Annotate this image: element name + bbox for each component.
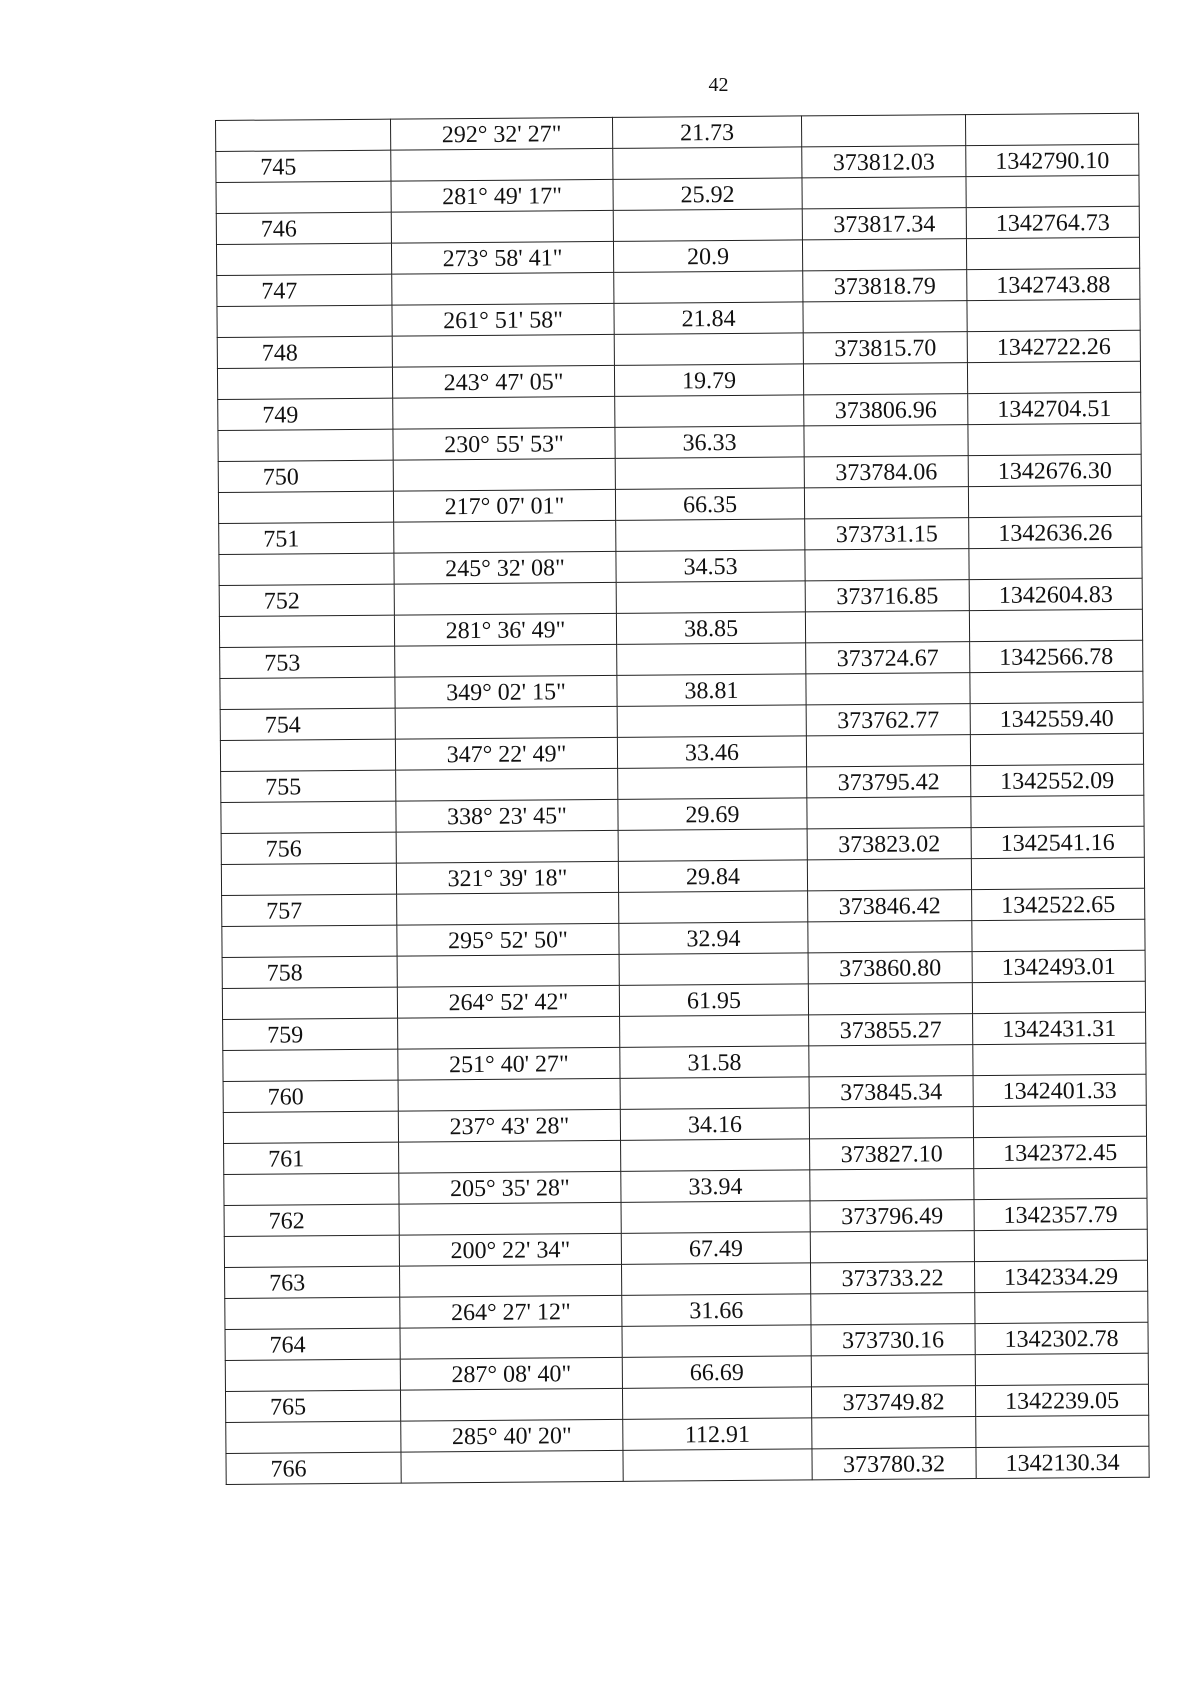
northing-cell: 373818.79 (803, 270, 967, 302)
easting-cell: 1342722.26 (967, 330, 1140, 362)
distance-cell-empty (622, 1263, 811, 1295)
station-id-cell: 751 (219, 522, 394, 554)
bearing-cell-empty (398, 1016, 620, 1049)
northing-cell: 373817.34 (802, 208, 966, 240)
bearing-cell-empty (395, 706, 617, 739)
northing-cell: 373784.06 (804, 456, 968, 488)
bearing-cell-empty (399, 1202, 621, 1235)
northing-cell-empty (802, 177, 966, 209)
station-id-cell: 757 (222, 894, 397, 926)
distance-cell: 33.46 (617, 736, 806, 768)
easting-cell: 1342541.16 (971, 826, 1144, 858)
easting-cell: 1342401.33 (973, 1074, 1146, 1106)
easting-cell: 1342522.65 (972, 888, 1145, 920)
station-id-cell: 755 (221, 770, 396, 802)
easting-cell-empty (972, 981, 1145, 1013)
bearing-cell: 295° 52' 50" (397, 923, 619, 956)
distance-cell: 29.84 (618, 860, 807, 892)
station-cell-empty (223, 1049, 398, 1081)
easting-cell: 1342764.73 (966, 206, 1139, 238)
station-id-cell: 748 (217, 336, 392, 368)
easting-cell-empty (973, 1105, 1146, 1137)
easting-cell-empty (972, 919, 1145, 951)
easting-cell-empty (965, 113, 1138, 145)
distance-cell-empty (623, 1449, 812, 1481)
bearing-cell: 292° 32' 27" (390, 117, 612, 150)
easting-cell-empty (966, 237, 1139, 269)
northing-cell-empty (802, 239, 966, 271)
station-cell-empty (225, 1297, 400, 1329)
distance-cell: 112.91 (623, 1418, 812, 1450)
northing-cell-empty (809, 1107, 973, 1139)
bearing-cell-empty (394, 582, 616, 615)
easting-cell: 1342790.10 (966, 144, 1139, 176)
northing-cell: 373855.27 (809, 1014, 973, 1046)
distance-cell-empty (616, 581, 805, 613)
easting-cell-empty (974, 1167, 1147, 1199)
bearing-cell-empty (391, 210, 613, 243)
easting-cell: 1342704.51 (968, 392, 1141, 424)
station-id-cell: 766 (226, 1452, 401, 1484)
page-number: 42 (708, 74, 729, 96)
easting-cell: 1342493.01 (972, 950, 1145, 982)
northing-cell: 373730.16 (811, 1324, 975, 1356)
station-cell-empty (225, 1359, 400, 1391)
easting-cell-empty (970, 733, 1143, 765)
distance-cell-empty (614, 333, 803, 365)
distance-cell: 33.94 (621, 1170, 810, 1202)
distance-cell-empty (613, 147, 802, 179)
easting-cell: 1342239.05 (975, 1384, 1148, 1416)
northing-cell: 373846.42 (808, 890, 972, 922)
bearing-cell: 200° 22' 34" (399, 1233, 621, 1266)
station-id-cell: 759 (223, 1018, 398, 1050)
easting-cell: 1342604.83 (969, 578, 1142, 610)
distance-cell: 21.84 (614, 302, 803, 334)
bearing-cell-empty (391, 148, 613, 181)
distance-cell-empty (614, 271, 803, 303)
station-id-cell: 746 (216, 212, 391, 244)
table-body (216, 113, 1150, 1484)
northing-cell-empty (806, 735, 970, 767)
distance-cell-empty (622, 1325, 811, 1357)
distance-cell-empty (621, 1139, 810, 1171)
bearing-cell-empty (396, 830, 618, 863)
station-id-cell: 765 (225, 1390, 400, 1422)
easting-cell: 1342743.88 (967, 268, 1140, 300)
easting-cell-empty (966, 175, 1139, 207)
station-id-cell: 758 (222, 956, 397, 988)
northing-cell-empty (801, 115, 965, 147)
easting-cell-empty (971, 795, 1144, 827)
station-cell-empty (216, 119, 391, 151)
station-cell-empty (216, 243, 391, 275)
station-cell-empty (220, 739, 395, 771)
northing-cell-empty (810, 1231, 974, 1263)
easting-cell: 1342431.31 (973, 1012, 1146, 1044)
distance-cell: 25.92 (613, 178, 802, 210)
northing-cell: 373860.80 (808, 952, 972, 984)
bearing-cell-empty (394, 520, 616, 553)
station-id-cell: 753 (220, 646, 395, 678)
station-cell-empty (221, 801, 396, 833)
easting-cell-empty (973, 1043, 1146, 1075)
station-id-cell: 747 (217, 274, 392, 306)
northing-cell: 373823.02 (807, 828, 971, 860)
northing-cell-empty (810, 1169, 974, 1201)
easting-cell-empty (969, 547, 1142, 579)
easting-cell-empty (971, 857, 1144, 889)
distance-cell-empty (618, 767, 807, 799)
station-cell-empty (219, 553, 394, 585)
northing-cell: 373749.82 (811, 1386, 975, 1418)
station-cell-empty (220, 677, 395, 709)
station-cell-empty (224, 1173, 399, 1205)
distance-cell-empty (617, 643, 806, 675)
distance-cell-empty (615, 457, 804, 489)
station-id-cell: 754 (220, 708, 395, 740)
distance-cell: 31.58 (620, 1046, 809, 1078)
bearing-cell-empty (397, 892, 619, 925)
easting-cell: 1342566.78 (970, 640, 1143, 672)
station-id-cell: 763 (225, 1266, 400, 1298)
bearing-cell: 273° 58' 41" (391, 241, 613, 274)
northing-cell-empty (804, 425, 968, 457)
bearing-cell-empty (400, 1388, 622, 1421)
bearing-cell-empty (400, 1326, 622, 1359)
distance-cell: 21.73 (612, 116, 801, 148)
northing-cell-empty (805, 549, 969, 581)
station-id-cell: 750 (218, 460, 393, 492)
northing-cell: 373815.70 (803, 332, 967, 364)
distance-cell: 38.85 (616, 612, 805, 644)
easting-cell: 1342334.29 (974, 1260, 1147, 1292)
northing-cell: 373845.34 (809, 1076, 973, 1108)
distance-cell: 34.53 (616, 550, 805, 582)
bearing-cell: 237° 43' 28" (398, 1109, 620, 1142)
distance-cell: 34.16 (620, 1108, 809, 1140)
northing-cell-empty (809, 1045, 973, 1077)
bearing-cell: 245° 32' 08" (394, 551, 616, 584)
easting-cell-empty (969, 609, 1142, 641)
distance-cell: 32.94 (619, 922, 808, 954)
northing-cell: 373731.15 (805, 518, 969, 550)
easting-cell-empty (975, 1353, 1148, 1385)
bearing-cell-empty (400, 1264, 622, 1297)
bearing-cell-empty (396, 768, 618, 801)
bearing-cell-empty (393, 396, 615, 429)
bearing-cell: 285° 40' 20" (401, 1419, 623, 1452)
station-cell-empty (218, 429, 393, 461)
bearing-cell: 349° 02' 15" (395, 675, 617, 708)
easting-cell-empty (970, 671, 1143, 703)
distance-cell-empty (615, 395, 804, 427)
station-cell-empty (219, 615, 394, 647)
bearing-cell: 230° 55' 53" (393, 427, 615, 460)
distance-cell-empty (616, 519, 805, 551)
distance-cell-empty (620, 1015, 809, 1047)
station-cell-empty (221, 863, 396, 895)
distance-cell: 38.81 (617, 674, 806, 706)
distance-cell-empty (618, 829, 807, 861)
northing-cell-empty (812, 1417, 976, 1449)
northing-cell-empty (811, 1355, 975, 1387)
distance-cell: 19.79 (614, 364, 803, 396)
northing-cell: 373716.85 (805, 580, 969, 612)
northing-cell-empty (807, 797, 971, 829)
distance-cell-empty (620, 1077, 809, 1109)
northing-cell-empty (803, 363, 967, 395)
station-id-cell: 745 (216, 150, 391, 182)
distance-cell-empty (617, 705, 806, 737)
easting-cell-empty (967, 361, 1140, 393)
survey-traverse-table (215, 113, 1150, 1485)
station-cell-empty (217, 305, 392, 337)
easting-cell-empty (968, 423, 1141, 455)
station-cell-empty (223, 1111, 398, 1143)
distance-cell: 66.69 (622, 1356, 811, 1388)
bearing-cell: 281° 49' 17" (391, 179, 613, 212)
station-id-cell: 760 (223, 1080, 398, 1112)
northing-cell: 373762.77 (806, 704, 970, 736)
bearing-cell: 264° 52' 42" (397, 985, 619, 1018)
distance-cell: 36.33 (615, 426, 804, 458)
distance-cell: 29.69 (618, 798, 807, 830)
station-id-cell: 762 (224, 1204, 399, 1236)
bearing-cell-empty (393, 458, 615, 491)
distance-cell: 67.49 (621, 1232, 810, 1264)
easting-cell-empty (967, 299, 1140, 331)
northing-cell-empty (806, 673, 970, 705)
bearing-cell-empty (392, 334, 614, 367)
bearing-cell: 205° 35' 28" (399, 1171, 621, 1204)
distance-cell-empty (619, 953, 808, 985)
station-cell-empty (226, 1421, 401, 1453)
bearing-cell: 287° 08' 40" (400, 1357, 622, 1390)
northing-cell: 373733.22 (810, 1262, 974, 1294)
distance-cell-empty (613, 209, 802, 241)
distance-cell: 20.9 (613, 240, 802, 272)
station-cell-empty (224, 1235, 399, 1267)
distance-cell-empty (621, 1201, 810, 1233)
bearing-cell: 264° 27' 12" (400, 1295, 622, 1328)
bearing-cell: 281° 36' 49" (394, 613, 616, 646)
easting-cell: 1342130.34 (976, 1446, 1149, 1478)
northing-cell: 373780.32 (812, 1448, 976, 1480)
northing-cell-empty (808, 921, 972, 953)
station-id-cell: 752 (219, 584, 394, 616)
station-id-cell: 764 (225, 1328, 400, 1360)
bearing-cell: 261° 51' 58" (392, 303, 614, 336)
northing-cell-empty (811, 1293, 975, 1325)
bearing-cell: 217° 07' 01" (393, 489, 615, 522)
easting-cell-empty (968, 485, 1141, 517)
northing-cell-empty (803, 301, 967, 333)
easting-cell: 1342559.40 (970, 702, 1143, 734)
easting-cell: 1342676.30 (968, 454, 1141, 486)
bearing-cell: 243° 47' 05" (392, 365, 614, 398)
easting-cell: 1342552.09 (971, 764, 1144, 796)
bearing-cell: 321° 39' 18" (396, 861, 618, 894)
northing-cell-empty (804, 487, 968, 519)
station-cell-empty (222, 925, 397, 957)
distance-cell: 66.35 (615, 488, 804, 520)
bearing-cell-empty (397, 954, 619, 987)
station-cell-empty (218, 491, 393, 523)
easting-cell: 1342302.78 (975, 1322, 1148, 1354)
distance-cell: 61.95 (619, 984, 808, 1016)
distance-cell-empty (622, 1387, 811, 1419)
northing-cell: 373724.67 (806, 642, 970, 674)
station-id-cell: 761 (224, 1142, 399, 1174)
bearing-cell: 251° 40' 27" (398, 1047, 620, 1080)
station-cell-empty (216, 181, 391, 213)
bearing-cell-empty (398, 1078, 620, 1111)
bearing-cell-empty (395, 644, 617, 677)
station-row (226, 1446, 1149, 1484)
bearing-cell-empty (401, 1450, 623, 1483)
northing-cell-empty (808, 983, 972, 1015)
easting-cell-empty (976, 1415, 1149, 1447)
easting-cell-empty (975, 1291, 1148, 1323)
northing-cell: 373795.42 (807, 766, 971, 798)
station-id-cell: 749 (218, 398, 393, 430)
northing-cell: 373806.96 (804, 394, 968, 426)
bearing-cell-empty (392, 272, 614, 305)
northing-cell-empty (807, 859, 971, 891)
station-id-cell: 756 (221, 832, 396, 864)
station-cell-empty (222, 987, 397, 1019)
distance-cell: 31.66 (622, 1294, 811, 1326)
northing-cell: 373812.03 (802, 146, 966, 178)
easting-cell: 1342636.26 (969, 516, 1142, 548)
station-cell-empty (217, 367, 392, 399)
northing-cell: 373827.10 (810, 1138, 974, 1170)
northing-cell: 373796.49 (810, 1200, 974, 1232)
easting-cell-empty (974, 1229, 1147, 1261)
northing-cell-empty (805, 611, 969, 643)
distance-cell-empty (619, 891, 808, 923)
bearing-cell: 347° 22' 49" (395, 737, 617, 770)
bearing-cell: 338° 23' 45" (396, 799, 618, 832)
bearing-cell-empty (399, 1140, 621, 1173)
easting-cell: 1342372.45 (974, 1136, 1147, 1168)
easting-cell: 1342357.79 (974, 1198, 1147, 1230)
